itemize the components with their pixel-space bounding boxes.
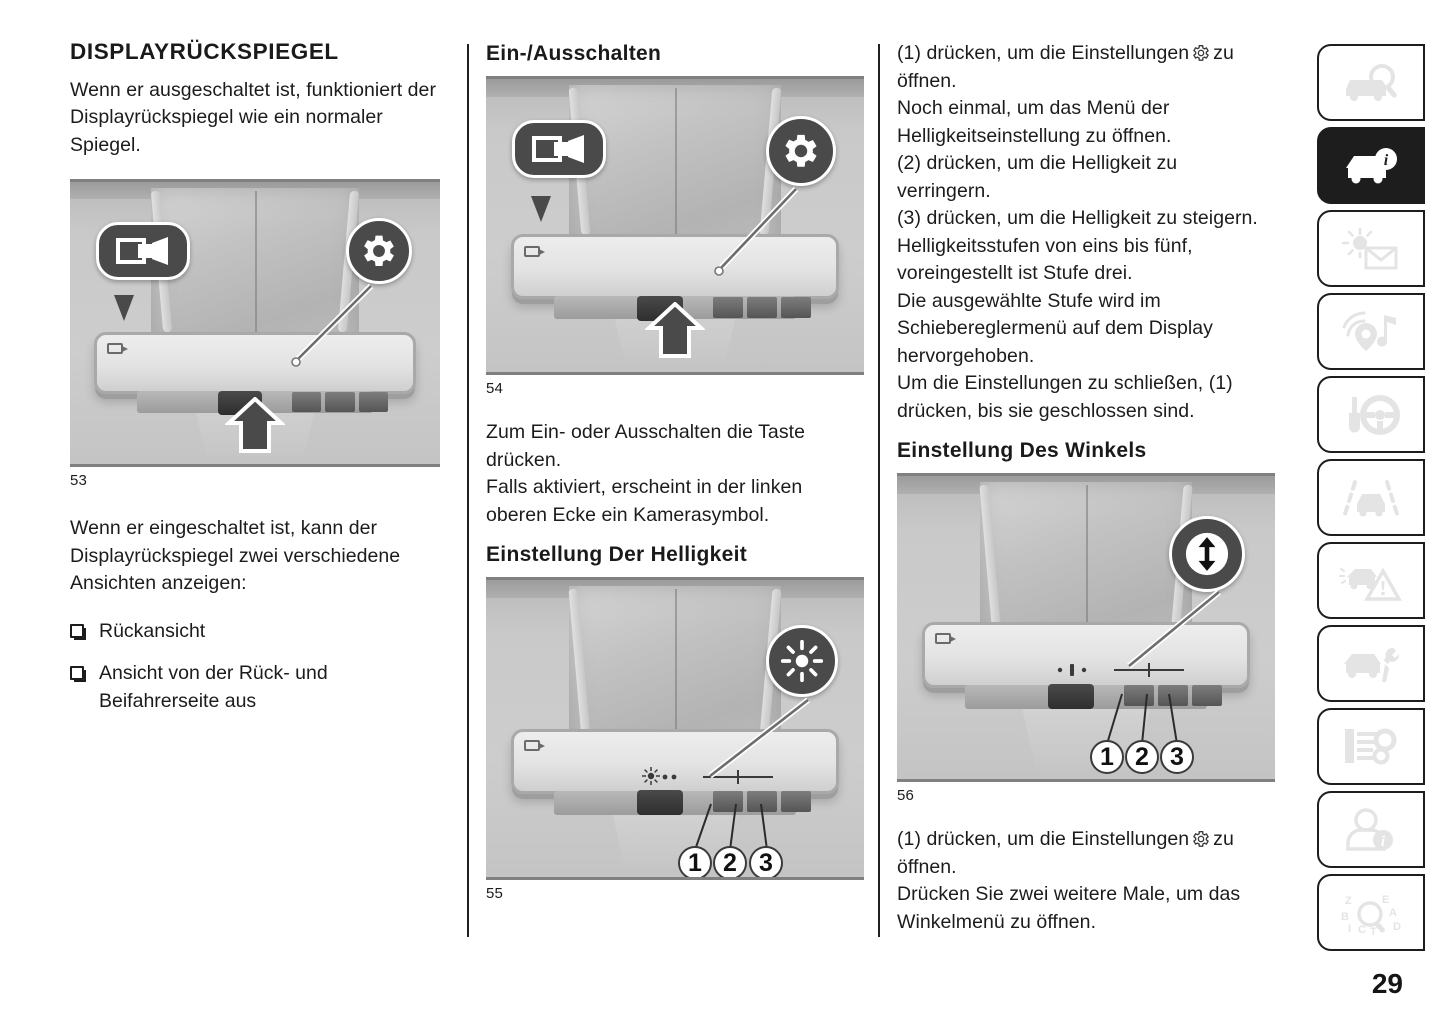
angle-paragraph-2: Drücken Sie zwei weitere Male, um das Winkelmenü zu öffnen. <box>897 883 1241 933</box>
section-heading-brightness: Einstellung Der Helligkeit <box>486 543 748 567</box>
section-tab-rail <box>1317 44 1437 957</box>
svg-text:T: T <box>1370 925 1377 936</box>
gear-leader-line <box>70 182 440 464</box>
infotainment-navigation-icon <box>1340 309 1402 355</box>
svg-text:Z: Z <box>1345 894 1352 907</box>
sidebar-tab-specifications[interactable] <box>1317 708 1425 785</box>
page-title: DISPLAYRÜCKSPIEGEL <box>70 39 339 64</box>
callout-number-2: 2 <box>1125 740 1159 774</box>
figure-53 <box>70 179 440 489</box>
figure-55-image <box>486 580 864 877</box>
settings-paragraph-6: Die ausgewählte Stufe wird im Schiebereglermenü auf dem Display hervorgehoben. <box>897 289 1213 367</box>
specifications-gears-icon <box>1340 724 1402 770</box>
view-modes-list <box>70 618 440 716</box>
settings-paragraph-3: (2) drücken, um die Helligkeit zu verringern. <box>897 152 1178 202</box>
sidebar-tab-service[interactable] <box>1317 625 1425 702</box>
svg-text:i: i <box>1383 151 1389 169</box>
sidebar-tab-car-info[interactable] <box>1317 127 1425 204</box>
column-1 <box>70 40 440 730</box>
button-leader-lines <box>897 476 1275 779</box>
figure-bottom-rule <box>486 372 864 375</box>
sidebar-tab-car-inspection[interactable] <box>1317 44 1425 121</box>
callout-number-3: 3 <box>1160 740 1194 774</box>
gear-leader-line <box>486 79 864 372</box>
sidebar-tab-lane-assist[interactable] <box>1317 459 1425 536</box>
settings-paragraph-1 <box>897 40 1275 95</box>
figure-53-image <box>70 182 440 464</box>
list-item <box>70 660 440 715</box>
lights-and-wipers-icon <box>1340 226 1402 272</box>
emergency-warning-icon <box>1339 559 1403 603</box>
svg-text:I: I <box>1348 922 1352 935</box>
settings-paragraph-7: Um die Einstellungen zu schließen, (1) drücken, bis sie geschlossen sind. <box>897 372 1233 422</box>
list-item <box>70 618 440 646</box>
button-leader-lines <box>486 580 864 877</box>
figure-56 <box>897 473 1275 804</box>
gear-icon <box>1191 829 1211 849</box>
lane-assist-icon <box>1339 476 1403 520</box>
sidebar-tab-index[interactable] <box>1317 874 1425 951</box>
bullet-square-icon <box>70 666 84 680</box>
bullet-square-icon <box>70 624 84 638</box>
angle-paragraph-1 <box>897 826 1275 881</box>
figure-caption: 54 <box>486 380 504 398</box>
sidebar-tab-infotainment[interactable] <box>1317 293 1425 370</box>
list-item-label: Rückansicht <box>99 619 206 642</box>
svg-text:i: i <box>1380 833 1386 850</box>
figure-caption: 55 <box>486 885 504 903</box>
section-heading-power: Ein-/Ausschalten <box>486 42 662 65</box>
callout-number-2: 2 <box>713 846 747 877</box>
sidebar-tab-steering-controls[interactable] <box>1317 376 1425 453</box>
angle-paragraph-1-b: zu öffnen. <box>897 828 1234 878</box>
sidebar-tab-customer-info[interactable] <box>1317 791 1425 868</box>
svg-text:B: B <box>1341 910 1349 923</box>
settings-paragraph-4: (3) drücken, um die Helligkeit zu steigern. <box>897 207 1258 229</box>
callout-number-3: 3 <box>749 846 783 877</box>
figure-54-image <box>486 79 864 372</box>
svg-text:A: A <box>1389 906 1397 919</box>
steering-wheel-controls-icon <box>1340 393 1402 437</box>
settings-paragraph-1-b: zu öffnen. <box>897 42 1234 92</box>
sidebar-tab-emergency[interactable] <box>1317 542 1425 619</box>
car-inspection-magnifier-icon <box>1340 61 1402 105</box>
car-info-icon <box>1340 144 1402 188</box>
angle-paragraph-1-a: (1) drücken, um die Einstellungen <box>897 828 1190 851</box>
settings-paragraph-1-a: (1) drücken, um die Einstellungen <box>897 42 1190 64</box>
figure-55 <box>486 577 864 902</box>
figure-54 <box>486 76 864 397</box>
figure-bottom-rule <box>486 877 864 880</box>
sidebar-tab-lights-wipers[interactable] <box>1317 210 1425 287</box>
section-heading-angle: Einstellung Des Winkels <box>897 439 1147 462</box>
svg-text:E: E <box>1382 893 1390 906</box>
after-figure-paragraph: Wenn er eingeschaltet ist, kann der Displayrückspiegel zwei verschiedene Ansichten anzeigen: <box>70 517 401 595</box>
customer-info-icon <box>1342 807 1400 853</box>
settings-paragraph-2: Noch einmal, um das Menü der Helligkeitseinstellung zu öffnen. <box>897 97 1172 147</box>
figure-56-image <box>897 476 1275 779</box>
callout-number-1: 1 <box>678 846 712 877</box>
callout-number-1: 1 <box>1090 740 1124 774</box>
column-divider-1 <box>467 44 469 937</box>
svg-text:D: D <box>1393 920 1401 933</box>
page-number: 29 <box>1371 968 1403 999</box>
power-paragraph-1: Zum Ein- oder Ausschalten die Taste drücken. <box>486 421 805 471</box>
column-2 <box>486 40 864 902</box>
figure-caption: 56 <box>897 787 915 805</box>
settings-paragraph-5: Helligkeitsstufen von eins bis fünf, voreingestellt ist Stufe drei. <box>897 234 1193 284</box>
alphabetical-index-icon <box>1339 890 1403 936</box>
figure-bottom-rule <box>70 464 440 467</box>
column-divider-2 <box>878 44 880 937</box>
intro-paragraph: Wenn er ausgeschaltet ist, funktioniert der Displayrückspiegel wie ein normaler Spiegel. <box>70 78 436 156</box>
list-item-label: Ansicht von der Rück- und Beifahrerseite aus <box>99 662 328 712</box>
figure-caption: 53 <box>70 472 88 490</box>
svg-text:C: C <box>1358 923 1366 936</box>
figure-bottom-rule <box>897 779 1275 782</box>
gear-icon <box>1191 43 1211 63</box>
car-service-wrench-icon <box>1340 642 1402 686</box>
power-paragraph-2: Falls aktiviert, erscheint in der linken oberen Ecke ein Kamerasymbol. <box>486 476 803 526</box>
column-3 <box>897 40 1275 936</box>
